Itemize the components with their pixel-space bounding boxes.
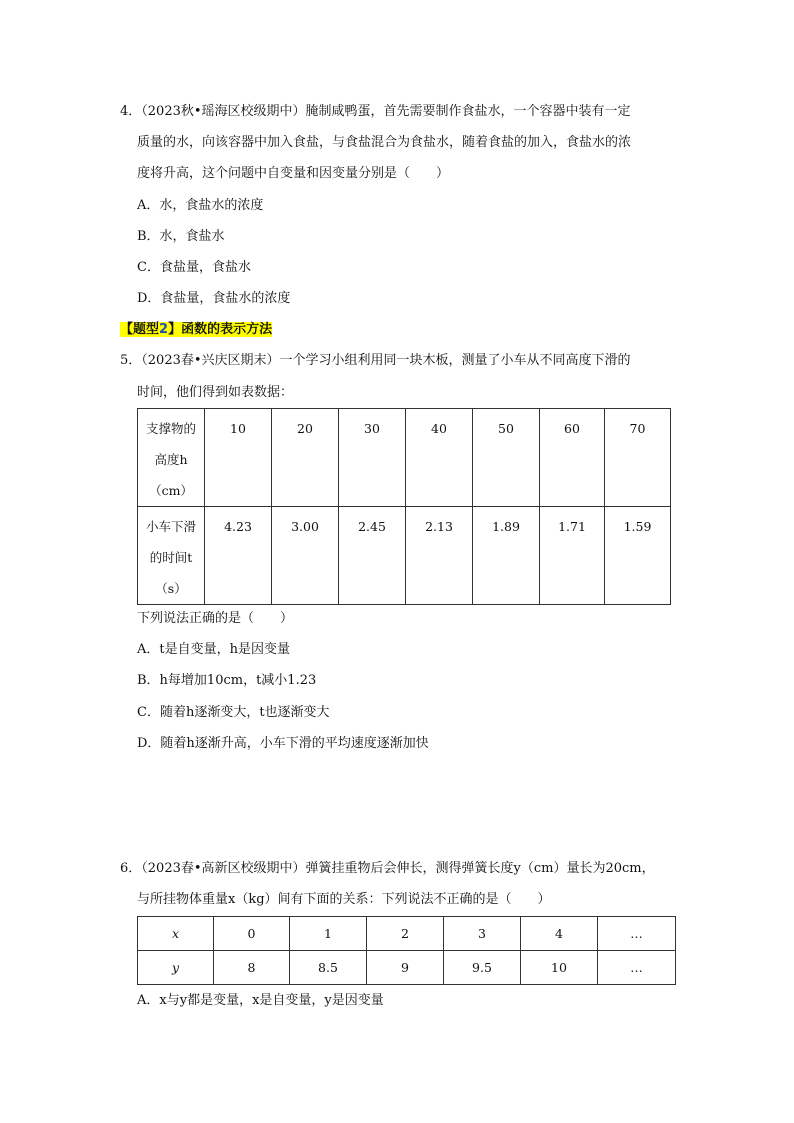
- table-cell: 2.45: [339, 507, 406, 605]
- q6-option-a: A．x与y都是变量，x是自变量，y是因变量: [137, 993, 384, 1008]
- table-cell: 3.00: [272, 507, 339, 605]
- table-cell: 10: [521, 951, 598, 985]
- q5-row2-label-cell: [138, 507, 205, 605]
- table-cell: 40: [406, 409, 473, 507]
- q5-stem-line-1: 5．（2023春•兴庆区期末）一个学习小组利用同一块木板，测量了小车从不同高度下滑的: [120, 353, 631, 368]
- section-heading-number: 2: [159, 322, 169, 337]
- section-heading-prefix: 【题型: [120, 322, 160, 337]
- q6-row-y: [138, 951, 676, 985]
- q5-row1-label-line: （cm）: [149, 483, 193, 498]
- q5-row2-label-line: （s）: [155, 581, 187, 596]
- table-cell: …: [598, 951, 676, 985]
- q4-stem-line-2: 质量的水，向该容器中加入食盐，与食盐混合为食盐水，随着食盐的加入，食盐水的浓: [137, 135, 632, 150]
- table-cell: 60: [540, 409, 605, 507]
- q5-row1-label-line: 支撑物的: [145, 421, 196, 436]
- table-cell: 8: [214, 951, 290, 985]
- table-cell: x: [138, 917, 214, 951]
- table-cell: 1: [290, 917, 367, 951]
- q5-option-c: C．随着h逐渐变大，t也逐渐变大: [137, 705, 330, 720]
- q5-stem-line-2: 时间，他们得到如表数据：: [137, 385, 294, 400]
- table-cell: 4: [521, 917, 598, 951]
- table-cell: 20: [272, 409, 339, 507]
- q6-row-x: [138, 917, 676, 951]
- q5-row2-label-line: 的时间t: [149, 550, 193, 565]
- table-cell: 1.71: [540, 507, 605, 605]
- table-cell: 70: [605, 409, 671, 507]
- table-cell: y: [138, 951, 214, 985]
- q5-option-d: D．随着h逐渐升高，小车下滑的平均速度逐渐加快: [137, 736, 429, 751]
- q5-option-b: B．h每增加10cm，t减小1.23: [137, 673, 317, 688]
- q5-row-height: [138, 409, 671, 507]
- q4-option-b: B．水，食盐水: [137, 229, 225, 244]
- q5-row-time: [138, 507, 671, 605]
- q4-option-d: D．食盐量，食盐水的浓度: [137, 291, 291, 306]
- q4-option-a: A．水，食盐水的浓度: [137, 198, 264, 213]
- table-cell: 2: [367, 917, 444, 951]
- q5-row1-label-cell: [138, 409, 205, 507]
- table-cell: 9.5: [444, 951, 521, 985]
- table-cell: 4.23: [205, 507, 272, 605]
- section-heading: [120, 321, 272, 339]
- table-cell: 2.13: [406, 507, 473, 605]
- q6-stem-line-1: 6．（2023春•高新区校级期中）弹簧挂重物后会伸长，测得弹簧长度y（cm）量长为20cm，: [120, 861, 655, 876]
- q5-row2-label-line: 小车下滑: [145, 519, 196, 534]
- table-cell: 10: [205, 409, 272, 507]
- q4-stem-line-3: 度将升高，这个问题中自变量和因变量分别是（ ）: [137, 166, 450, 181]
- table-cell: 30: [339, 409, 406, 507]
- table-cell: 9: [367, 951, 444, 985]
- q6-stem-line-2: 与所挂物体重量x（kg）间有下面的关系：下列说法不正确的是（ ）: [137, 892, 551, 907]
- q4-option-c: C．食盐量，食盐水: [137, 260, 251, 275]
- q5-row1-label-line: 高度h: [154, 452, 188, 467]
- section-heading-suffix: 】函数的表示方法: [168, 322, 273, 337]
- table-cell: 1.89: [473, 507, 540, 605]
- table-cell: 8.5: [290, 951, 367, 985]
- q5-data-table: [137, 408, 671, 605]
- table-cell: 3: [444, 917, 521, 951]
- table-cell: 1.59: [605, 507, 671, 605]
- q5-option-a: A．t是自变量，h是因变量: [137, 642, 290, 657]
- table-cell: …: [598, 917, 676, 951]
- q4-stem-line-1: 4．（2023秋•瑶海区校级期中）腌制咸鸭蛋，首先需要制作食盐水，一个容器中装有一定: [120, 104, 631, 119]
- table-cell: 50: [473, 409, 540, 507]
- q6-data-table: [137, 916, 676, 985]
- table-cell: 0: [214, 917, 290, 951]
- q5-prompt: 下列说法正确的是（ ）: [137, 611, 294, 626]
